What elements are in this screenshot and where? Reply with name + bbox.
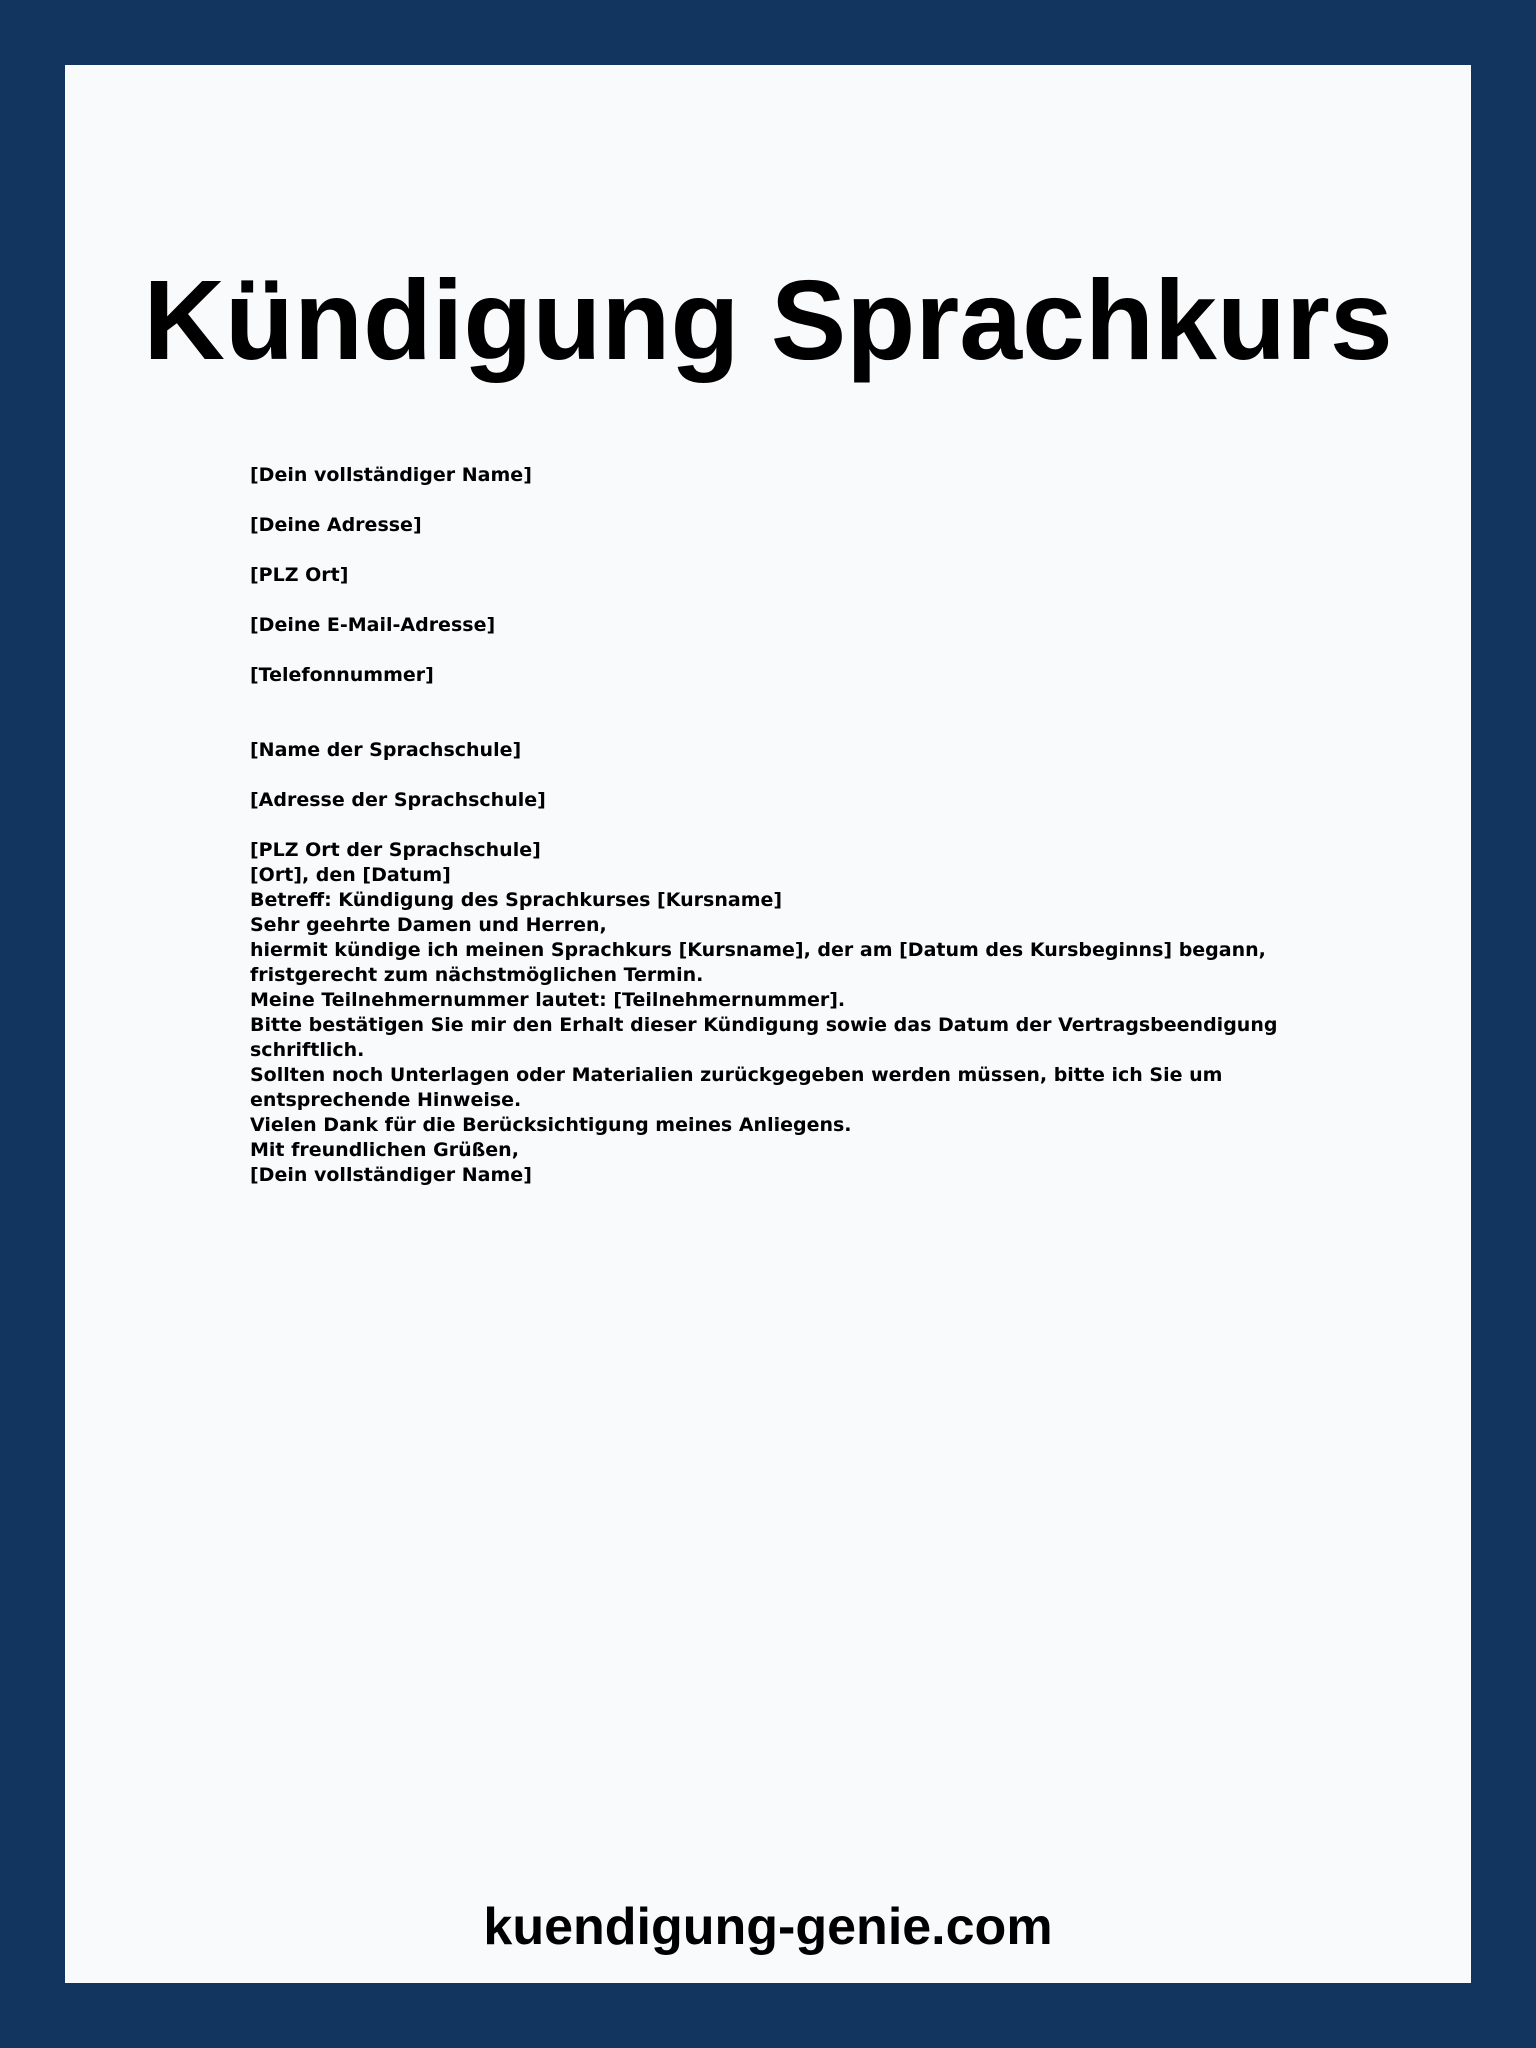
salutation: Sehr geehrte Damen und Herren, [250,914,607,936]
letter-page [65,65,1471,1983]
place-date: [Ort], den [Datum] [250,864,451,886]
sender-block [250,463,1350,688]
letter-body [250,463,1350,1188]
sender-address: [Deine Adresse] [250,514,422,536]
recipient-name: [Name der Sprachschule] [250,739,522,761]
closing: Mit freundlichen Grüßen, [250,1139,519,1161]
sender-city: [PLZ Ort] [250,564,349,586]
paragraph-termination: hiermit kündige ich meinen Sprachkurs [Kursname], der am [Datum des Kursbeginns] begann, fristgerecht zum nächstmöglichen Termin. [250,939,1266,986]
paragraph-confirmation: Bitte bestätigen Sie mir den Erhalt dieser Kündigung sowie das Datum der Vertragsbeendigung schriftlich. [250,1014,1278,1061]
footer-domain: kuendigung-genie.com [483,1898,1053,1956]
sender-email: [Deine E-Mail-Adresse] [250,614,496,636]
sender-name: [Dein vollständiger Name] [250,464,532,486]
recipient-address: [Adresse der Sprachschule] [250,789,546,811]
signature: [Dein vollständiger Name] [250,1164,532,1186]
sender-phone: [Telefonnummer] [250,664,434,686]
page-title: Kündigung Sprachkurs [143,257,1393,383]
recipient-city: [PLZ Ort der Sprachschule] [250,839,541,861]
paragraph-materials: Sollten noch Unterlagen oder Materialien zurückgegeben werden müssen, bitte ich Sie um entsprechende Hinweise. [250,1064,1223,1111]
paragraph-thanks: Vielen Dank für die Berücksichtigung meines Anliegens. [250,1114,852,1136]
recipient-block [250,738,1350,863]
subject-line: Betreff: Kündigung des Sprachkurses [Kursname] [250,889,783,911]
paragraph-participant-number: Meine Teilnehmernummer lautet: [Teilnehmernummer]. [250,989,846,1011]
